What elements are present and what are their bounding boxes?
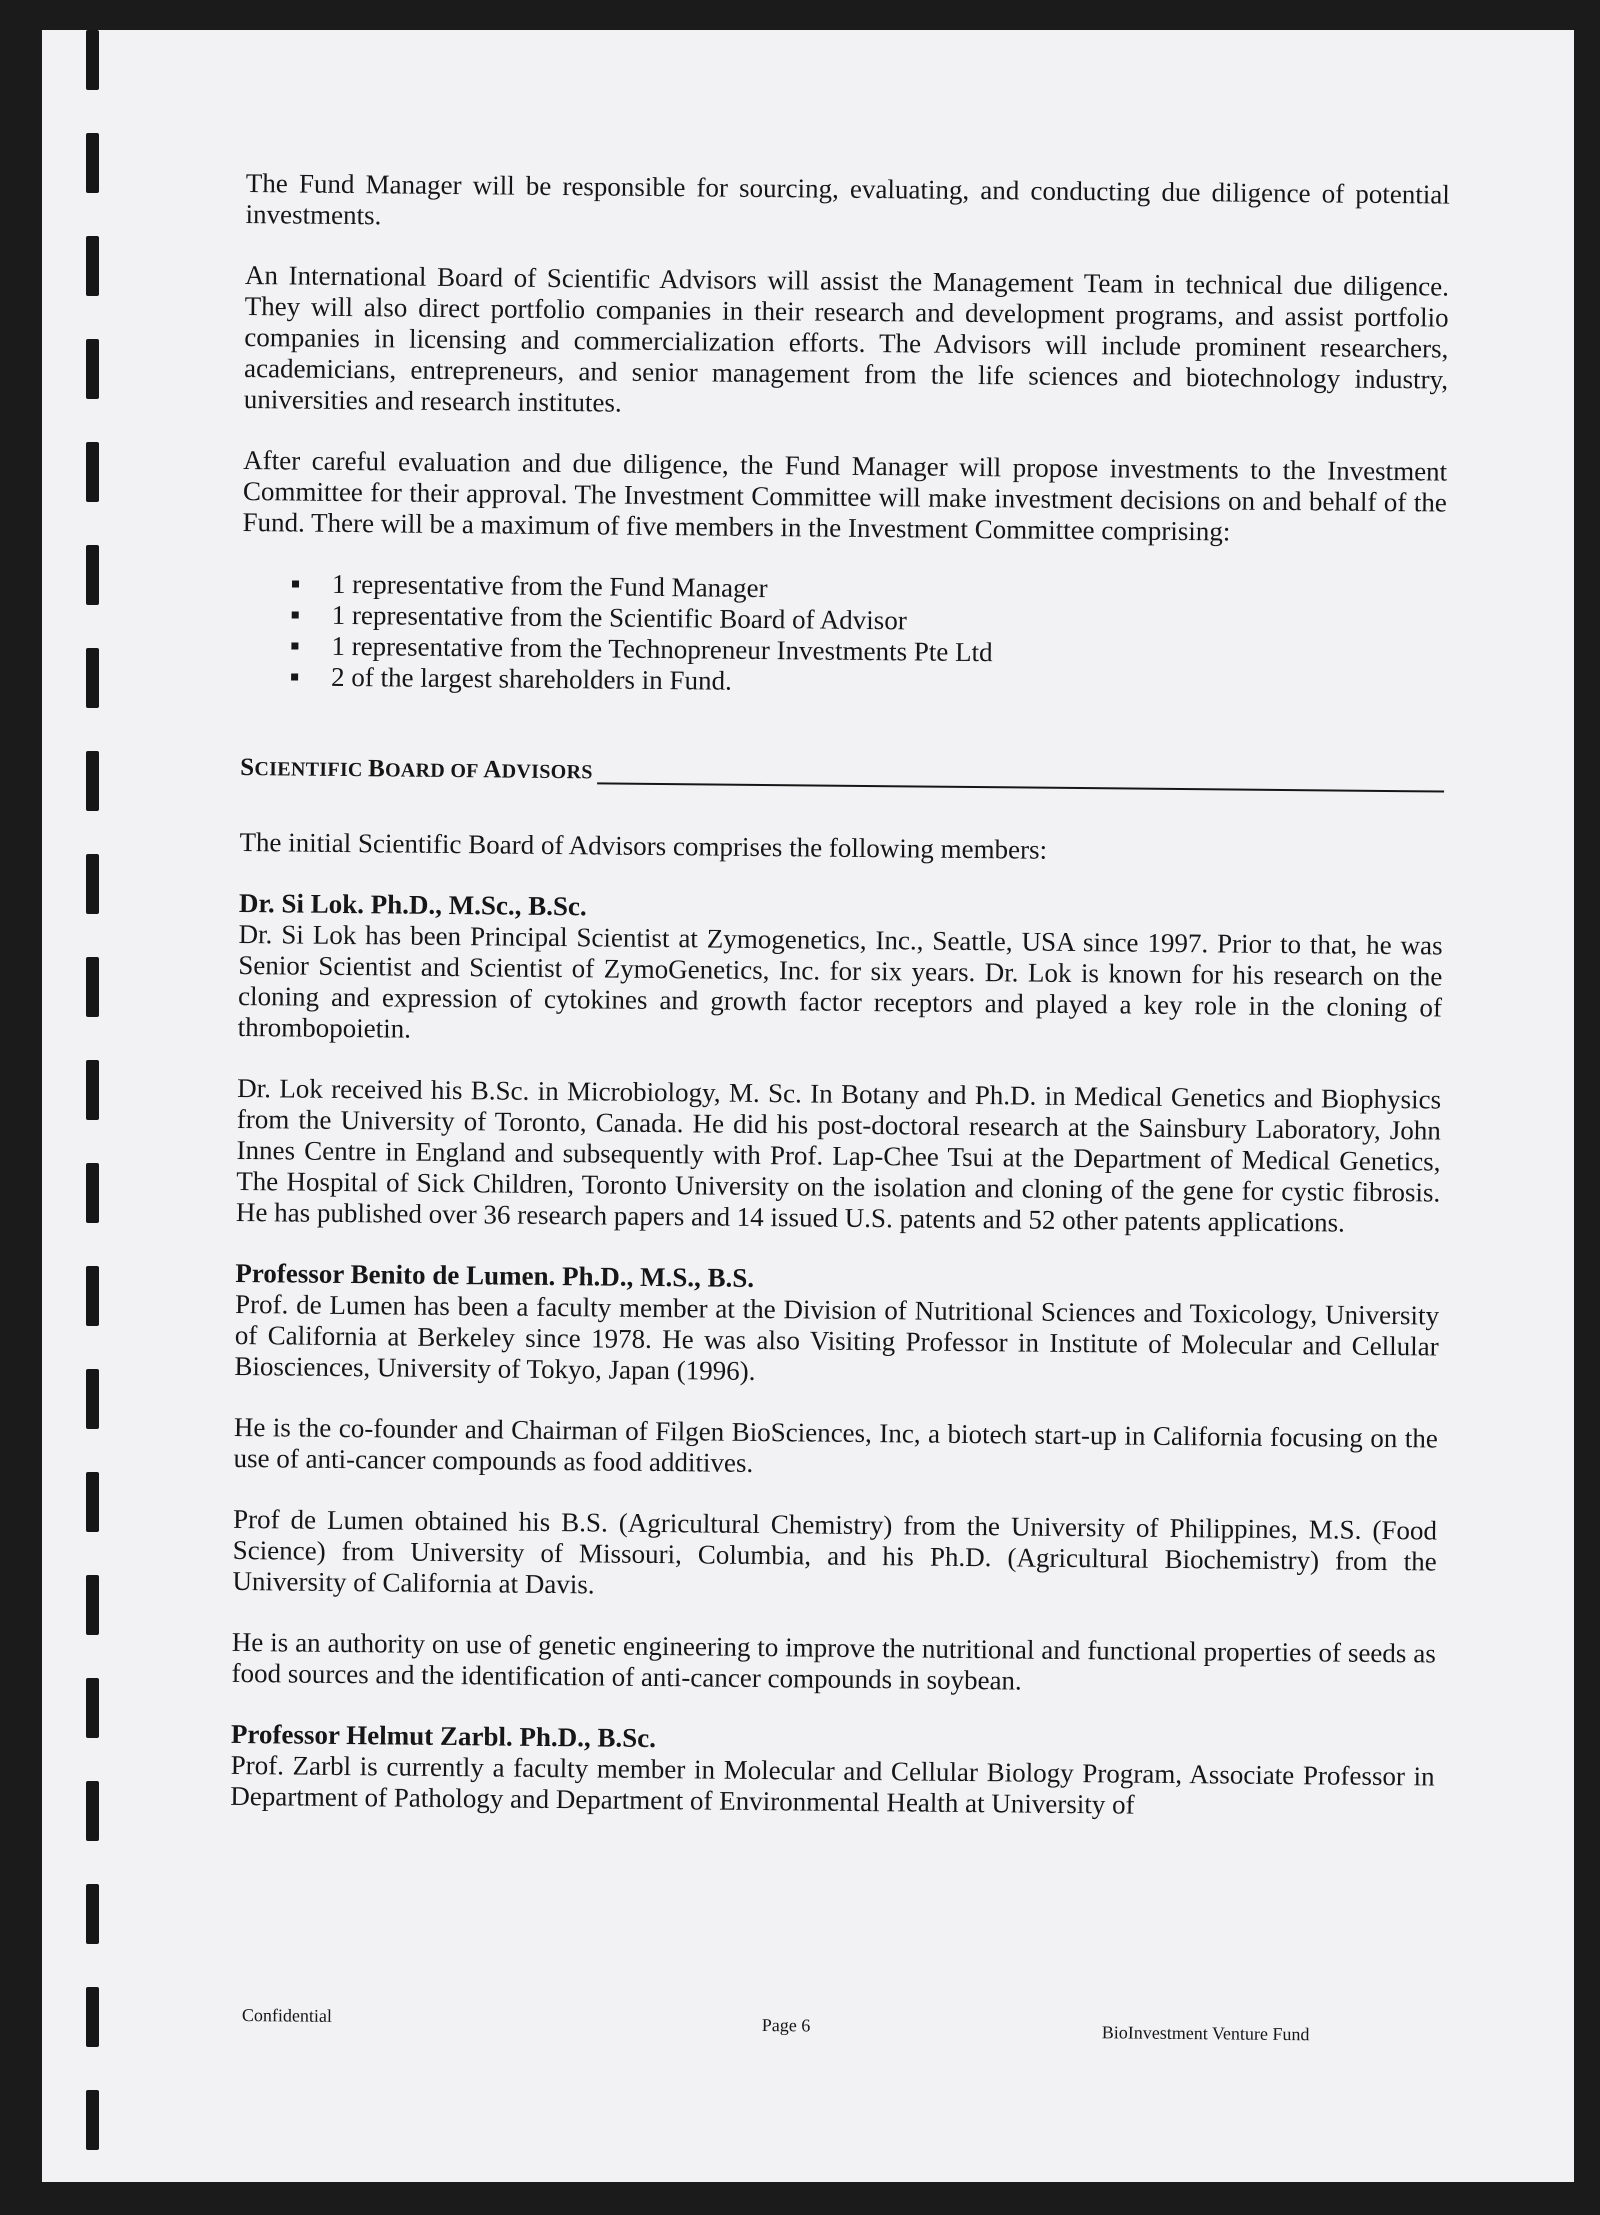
binding-hole (86, 236, 99, 296)
binding-hole (86, 442, 99, 502)
binding-hole (86, 545, 99, 605)
intro-paragraph: After careful evaluation and due diligence, the Fund Manager will propose investments to the Investment Committee for their approval. The Investment Committee will make investment decisions on and behalf of the Fund. There will be a maximum of five members in the Investment Committee comprising: (242, 444, 1448, 547)
binding-hole (86, 1163, 99, 1223)
list-item: 1 representative from the Fund Manager (242, 568, 1446, 611)
binding-hole (86, 1369, 99, 1429)
binding-hole (86, 1678, 99, 1738)
footer-fund-name: BioInvestment Venture Fund (1101, 2022, 1310, 2045)
intro-paragraph: The Fund Manager will be responsible for sourcing, evaluating, and conducting due diligence of potential investments. (245, 168, 1450, 231)
binding-hole (86, 1060, 99, 1120)
page-footer (242, 2005, 1392, 2056)
footer-page-number: Page 6 (761, 2014, 811, 2036)
advisor-paragraph: Prof. de Lumen has been a faculty member at the Division of Nutritional Sciences and Toxicology, University of California at Berkeley since 1978. He was also Visiting Professor in Institute of Molecular and Cellular Biosciences, University of Tokyo, Japan (1996). (234, 1288, 1440, 1386)
binding-hole (86, 1884, 99, 1944)
section-title: SCIENTIFIC BOARD OF ADVISORS (240, 753, 593, 784)
document-page (42, 30, 1574, 2182)
advisor-paragraph: He is an authority on use of genetic engineering to improve the nutritional and functional properties of seeds as food sources and the identification of anti-cancer compounds in soybean. (231, 1626, 1436, 1696)
footer-confidential: Confidential (241, 2005, 332, 2026)
binding-holes (86, 30, 108, 2182)
advisor-heading: Professor Benito de Lumen. Ph.D., M.S., B.S. (235, 1257, 755, 1293)
advisor-paragraph: Dr. Lok received his B.Sc. in Microbiology, M. Sc. In Botany and Ph.D. in Medical Genetics and Biophysics from the University of Toronto, Canada. He did his post-doctoral research at the Sainsbury Laboratory, John Innes Centre in England and subsequently with Prof. Lap-Chee Tsui at the Department of Medical Genetics, The Hospital of Sick Children, Toronto University on the isolation and cloning of the gene for cystic fibrosis. He has published over 36 research papers and 14 issued U.S. patents and 52 other patents applications. (235, 1072, 1442, 1238)
page-content (230, 168, 1450, 1853)
advisor-paragraph: Prof de Lumen obtained his B.S. (Agricultural Chemistry) from the University of Philippines, M.S. (Food Science) from University of Missouri, Columbia, and his Ph.D. (Agricultural Biochemistry) from the University of California at Davis. (232, 1503, 1438, 1600)
section-heading (240, 752, 1444, 797)
list-item: 1 representative from the Scientific Board of Advisor (242, 599, 1446, 642)
intro-paragraph: An International Board of Scientific Advisors will assist the Management Team in technical due diligence. They will also direct portfolio companies in their research and development programs, and assist portfolio companies in licensing and commercialization efforts. The Advisors will include prominent researchers, academicians, entrepreneurs, and senior management from the life sciences and biotechnology industry, universities and research institutes. (243, 259, 1450, 418)
advisor-heading: Professor Helmut Zarbl. Ph.D., B.Sc. (230, 1718, 657, 1754)
binding-hole (86, 751, 99, 811)
binding-hole (86, 133, 99, 193)
binding-hole (86, 648, 99, 708)
binding-hole (86, 1472, 99, 1532)
binding-hole (86, 1266, 99, 1326)
advisor-paragraph: He is the co-founder and Chairman of Filgen BioSciences, Inc, a biotech start-up in California focusing on the use of anti-cancer compounds as food additives. (233, 1411, 1439, 1478)
binding-hole (86, 957, 99, 1017)
list-item: 1 representative from the Technopreneur Investments Pte Ltd (241, 630, 1445, 673)
advisor-paragraph: Dr. Si Lok has been Principal Scientist at Zymogenetics, Inc., Seattle, USA since 1997. Prior to that, he was Senior Scientist and Scientist of ZymoGenetics, Inc. for six years. Dr. Lok is known for his research on the cloning and expression of cytokines and growth factor receptors and played a key role in the cloning of thrombopoietin. (237, 918, 1443, 1044)
committee-list (241, 568, 1446, 704)
binding-hole (86, 854, 99, 914)
binding-hole (86, 30, 99, 90)
advisor-paragraph: Prof. Zarbl is currently a faculty member in Molecular and Cellular Biology Program, Associate Professor in Department of Pathology and Department of Environmental Health at University of (230, 1749, 1435, 1820)
binding-hole (86, 1575, 99, 1635)
binding-hole (86, 339, 99, 399)
binding-hole (86, 1987, 99, 2047)
section-rule (597, 782, 1444, 792)
list-item: 2 of the largest shareholders in Fund. (241, 661, 1445, 704)
binding-hole (86, 1781, 99, 1841)
advisor-heading: Dr. Si Lok. Ph.D., M.Sc., B.Sc. (238, 887, 587, 922)
section-intro: The initial Scientific Board of Advisors comprises the following members: (239, 826, 1048, 865)
binding-hole (86, 2090, 99, 2150)
